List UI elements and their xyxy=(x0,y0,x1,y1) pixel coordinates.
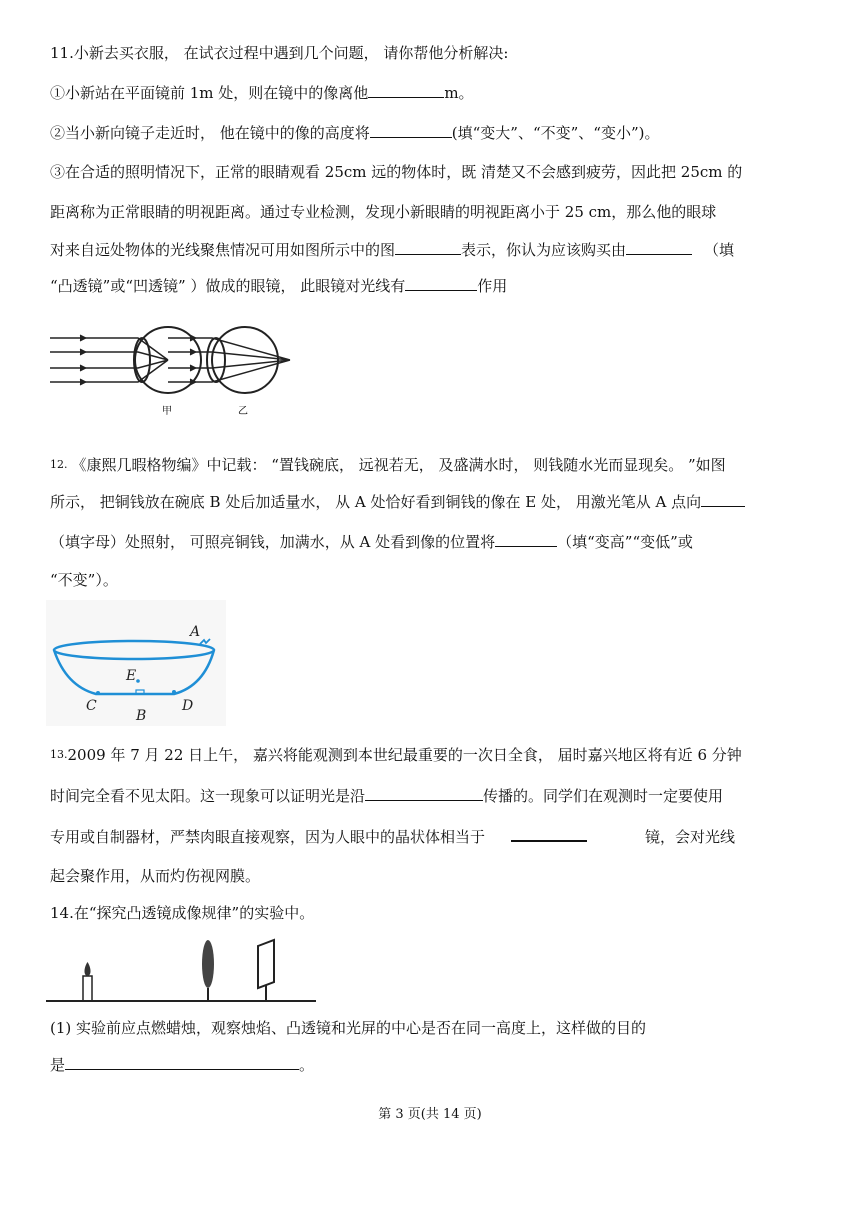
q13-line3 xyxy=(50,826,814,847)
q12-line1-text: 《康熙几暇格物编》中记载： “置钱碗底， 远视若无， 及盛满水时， 则钱随水光而显现矣。 ”如图 xyxy=(71,456,726,474)
q11-title: 11.小新去买衣服， 在试衣过程中遇到几个问题， 请你帮他分析解决: xyxy=(50,44,509,62)
q11-part3-line4 xyxy=(50,276,814,296)
q14-part1-line1: (1) 实验前应点燃蜡烛，观察烛焰、凸透镜和光屏的中心是否在同一高度上，这样做的目的 xyxy=(50,1019,647,1037)
label-b: B xyxy=(136,708,147,724)
q14-part1-end: 。 xyxy=(299,1056,315,1074)
label-c: C xyxy=(86,698,97,714)
q11-part2-hint: (填“变大”、“不变”、“变小”)。 xyxy=(451,124,660,142)
answer-blank[interactable] xyxy=(395,240,461,255)
answer-blank[interactable] xyxy=(511,826,587,842)
label-e: E xyxy=(126,668,137,684)
candle xyxy=(83,976,92,1001)
candle-flame xyxy=(84,962,90,976)
q11-part3-line3 xyxy=(50,240,814,260)
q14-title: 14.在“探究凸透镜成像规律”的实验中。 xyxy=(50,904,315,922)
q12-line4: “不变”）。 xyxy=(50,571,118,589)
answer-blank[interactable] xyxy=(365,786,483,801)
convex-lens xyxy=(202,940,214,988)
page-footer: 第 3 页(共 14 页) xyxy=(378,1107,482,1122)
q13-line3-text: 专用或自制器材，严禁肉眼直接观察，因为人眼中的晶状体相当于 xyxy=(50,828,486,846)
answer-blank[interactable] xyxy=(701,492,745,507)
point-c xyxy=(96,691,100,695)
q11-part3-text-c: （填 xyxy=(704,241,735,259)
answer-blank[interactable] xyxy=(370,123,452,138)
eye-diagram-jia xyxy=(50,327,201,393)
optics-bench-figure xyxy=(46,934,316,1006)
q12-line3-text: （填字母）处照射， 可照亮铜钱，加满水，从 A 处看到像的位置将 xyxy=(50,533,496,551)
q11-part3-text-e: 作用 xyxy=(477,277,508,295)
q14-part1-text: 是 xyxy=(50,1056,66,1074)
answer-blank[interactable] xyxy=(495,532,557,547)
eye-diagram-yi xyxy=(168,327,290,393)
q12-number: 12. xyxy=(50,458,68,471)
answer-blank[interactable] xyxy=(65,1055,299,1070)
q11-part1 xyxy=(50,83,814,103)
answer-blank[interactable] xyxy=(626,240,692,255)
q11-part3-line1: ③在合适的照明情况下，正常的眼睛观看 25cm 远的物体时，既 清楚又不会感到疲劳，因此把 25cm 的 xyxy=(50,163,743,181)
q13-line3-text-b: 镜，会对光线 xyxy=(645,828,736,846)
q13-line2-text: 时间完全看不见太阳。这一现象可以证明光是沿 xyxy=(50,787,366,805)
q12-line3-text-b: （填“变高”“变低”或 xyxy=(557,533,693,551)
q11-part3-text-d: “凸透镜”或“凹透镜” ）做成的眼镜， 此眼镜对光线有 xyxy=(50,277,406,295)
q13-line4: 起会聚作用，从而灼伤视网膜。 xyxy=(50,867,261,885)
light-screen xyxy=(258,940,274,988)
q12-line3 xyxy=(50,532,814,552)
label-a: A xyxy=(190,624,201,640)
q12-line2 xyxy=(50,492,814,512)
q13-line2 xyxy=(50,786,814,806)
eye-diagram-figure xyxy=(50,322,300,422)
q13-number: 13. xyxy=(50,748,68,761)
q11-part2 xyxy=(50,123,814,143)
q13-line1 xyxy=(50,745,814,765)
eye-label-jia: 甲 xyxy=(162,406,172,417)
q12-line1 xyxy=(50,455,814,475)
q12-line2-text: 所示， 把铜钱放在碗底 B 处后加适量水， 从 A 处恰好看到铜钱的像在 E 处， 用激光笔从 A 点向 xyxy=(50,493,702,511)
answer-blank[interactable] xyxy=(368,83,444,98)
q11-part1-text: ①小新站在平面镜前 1m 处，则在镜中的像离他 xyxy=(50,84,369,102)
bowl-diagram-figure xyxy=(46,600,226,726)
q13-line1-text: 2009 年 7 月 22 日上午， 嘉兴将能观测到本世纪最重要的一次日全食， 届时嘉兴地区将有近 6 分钟 xyxy=(67,746,742,764)
q11-part2-text: ②当小新向镜子走近时， 他在镜中的像的高度将 xyxy=(50,124,370,142)
q14-part1-line2 xyxy=(50,1055,814,1075)
q13-line2-text-b: 传播的。同学们在观测时一定要使用 xyxy=(483,787,724,805)
q11-part1-unit: m。 xyxy=(444,84,474,102)
point-d xyxy=(172,690,176,694)
q11-part3-text-b: 表示，你认为应该购买由 xyxy=(461,241,627,259)
eye-label-yi: 乙 xyxy=(238,406,248,417)
image-point-e xyxy=(136,679,140,683)
answer-blank[interactable] xyxy=(405,276,477,291)
q11-part3-line2: 距离称为正常眼睛的明视距离。通过专业检测，发现小新眼睛的明视距离小于 25 cm，那么他的眼球 xyxy=(50,203,717,221)
q11-part3-text: 对来自远处物体的光线聚焦情况可用如图所示中的图 xyxy=(50,241,396,259)
label-d: D xyxy=(182,698,194,714)
